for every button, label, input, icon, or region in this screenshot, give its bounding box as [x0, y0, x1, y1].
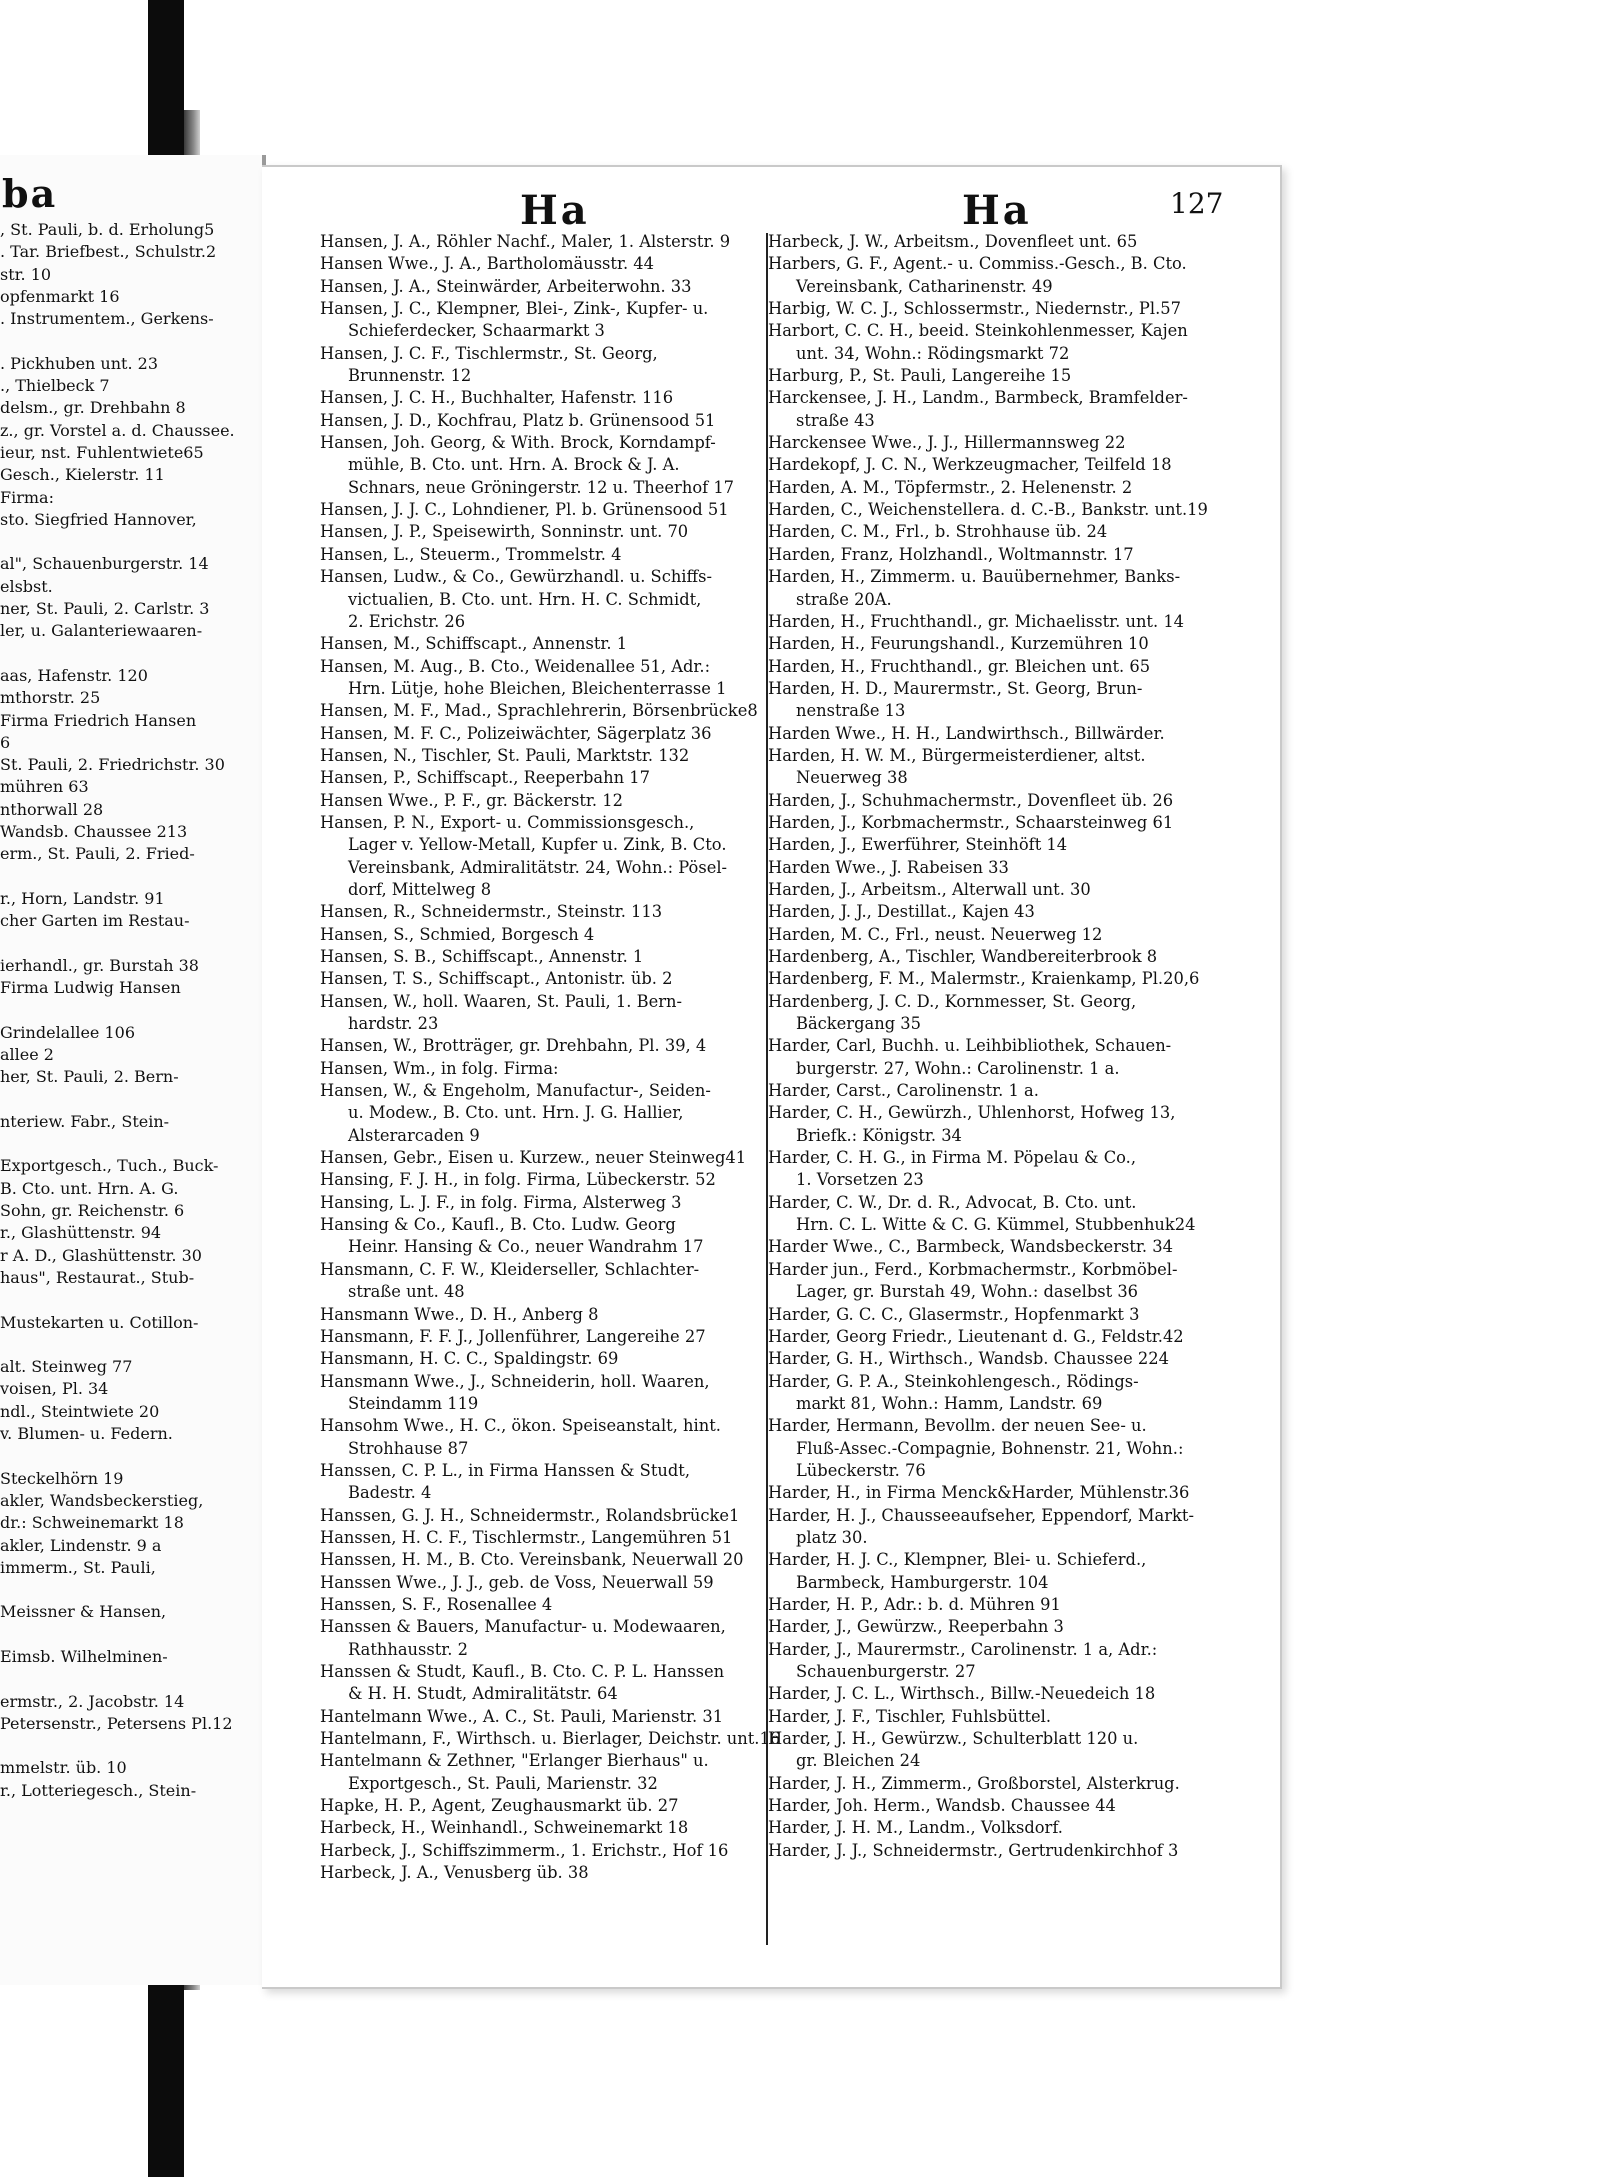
directory-entry: hardstr. 23 [348, 1014, 439, 1034]
directory-entry: Hansen, Wm., in folg. Firma: [320, 1058, 559, 1078]
page-number: 127 [1170, 187, 1224, 220]
left-page-line [0, 866, 258, 888]
directory-entry: Hansen, M. Aug., B. Cto., Weidenallee 51, Adr.: [320, 656, 711, 676]
directory-entry: Bäckergang 35 [796, 1014, 922, 1034]
directory-entry: markt 81, Wohn.: Hamm, Landstr. 69 [796, 1393, 1103, 1413]
left-page-line: ler, u. Galanteriewaaren- [0, 621, 203, 641]
left-page-line: aas, Hafenstr. 120 [0, 665, 148, 685]
directory-entry: Hardenberg, J. C. D., Kornmesser, St. Georg, [768, 991, 1137, 1011]
left-page-line: Firma Friedrich Hansen [0, 710, 197, 730]
directory-entry: Hansing, F. J. H., in folg. Firma, Lübeckerstr. 52 [320, 1170, 716, 1190]
directory-entry: Hansen, L., Steuerm., Trommelstr. 4 [320, 544, 622, 564]
left-page-line: Wandsb. Chaussee 213 [0, 822, 188, 842]
directory-entry: Harden, Franz, Holzhandl., Woltmannstr. 17 [768, 544, 1134, 564]
left-page-line: Grindelallee 106 [0, 1022, 136, 1042]
directory-entry: Heinr. Hansing & Co., neuer Wandrahm 17 [348, 1237, 704, 1257]
column-header-left: Ha [520, 187, 590, 234]
left-page-line: Petersenstr., Petersens Pl.12 [0, 1713, 233, 1733]
directory-entry: Hansen, J. C. F., Tischlermstr., St. Georg, [320, 343, 658, 363]
directory-entry: Harden, H., Feurungshandl., Kurzemühren 10 [768, 634, 1149, 654]
directory-entry: Harden Wwe., J. Rabeisen 33 [768, 857, 1009, 877]
directory-entry: Hapke, H. P., Agent, Zeughausmarkt üb. 27 [320, 1796, 679, 1816]
directory-entry: Harder, C. H., Gewürzh., Uhlenhorst, Hofweg 13, [768, 1103, 1176, 1123]
directory-entry: Hanssen, H. M., B. Cto. Vereinsbank, Neuerwall 20 [320, 1550, 744, 1570]
left-page-line: delsm., gr. Drehbahn 8 [0, 398, 186, 418]
left-page-line: akler, Wandsbeckerstieg, [0, 1490, 204, 1510]
left-page-line: 6 [0, 732, 11, 752]
directory-entry: Harden, J., Ewerführer, Steinhöft 14 [768, 835, 1068, 855]
directory-entry: Harder jun., Ferd., Korbmachermstr., Korbmöbel- [768, 1259, 1178, 1279]
directory-entry: Harden, J. J., Destillat., Kajen 43 [768, 902, 1035, 922]
directory-entry: Barmbeck, Hamburgerstr. 104 [796, 1572, 1049, 1592]
directory-entry: Steindamm 119 [348, 1393, 479, 1413]
directory-entry: Briefk.: Königstr. 34 [796, 1125, 962, 1145]
directory-entry: Hansen Wwe., P. F., gr. Bäckerstr. 12 [320, 790, 623, 810]
directory-entry: Harder, J. H. M., Landm., Volksdorf. [768, 1818, 1063, 1838]
directory-entry: Harder, C. H. G., in Firma M. Pöpelau & Co., [768, 1148, 1137, 1168]
directory-entry: Harder Wwe., C., Barmbeck, Wandsbeckerstr. 34 [768, 1237, 1173, 1257]
left-page-line [0, 1668, 258, 1690]
directory-entry: Hantelmann, F., Wirthsch. u. Bierlager, Deichstr. unt.16 [320, 1729, 781, 1749]
directory-entry: Hansmann Wwe., D. H., Anberg 8 [320, 1304, 599, 1324]
directory-entry: Harden, C., Weichenstellera. d. C.-B., Bankstr. unt.19 [768, 500, 1208, 520]
directory-entry: Harbeck, J. W., Arbeitsm., Dovenfleet unt. 65 [768, 232, 1138, 251]
directory-entry: Harder, J. J., Schneidermstr., Gertrudenkirchhof 3 [768, 1840, 1179, 1860]
left-page-line: mthorstr. 25 [0, 688, 101, 708]
left-page-line: St. Pauli, 2. Friedrichstr. 30 [0, 755, 225, 775]
left-page-line: ermstr., 2. Jacobstr. 14 [0, 1691, 185, 1711]
left-page-line: allee 2 [0, 1044, 54, 1064]
directory-entry: 1. Vorsetzen 23 [796, 1170, 924, 1190]
left-page-line [0, 1579, 258, 1601]
left-page-line: nteriew. Fabr., Stein- [0, 1111, 170, 1131]
directory-entry: Harden, A. M., Töpfermstr., 2. Helenenstr. 2 [768, 477, 1133, 497]
directory-entry: Harder, H. J., Chausseeaufseher, Eppendorf, Markt- [768, 1505, 1194, 1525]
directory-entry: platz 30. [796, 1527, 868, 1547]
left-page-line: r., Horn, Landstr. 91 [0, 888, 165, 908]
directory-entry: Harbers, G. F., Agent.- u. Commiss.-Gesch., B. Cto. [768, 254, 1187, 274]
directory-entry: Vereinsbank, Admiralitätstr. 24, Wohn.: Pösel- [348, 857, 728, 877]
directory-entry: Harder, C. W., Dr. d. R., Advocat, B. Cto. unt. [768, 1192, 1137, 1212]
directory-entry: Harbort, C. C. H., beeid. Steinkohlenmesser, Kajen [768, 321, 1188, 341]
directory-entry: Harden, J., Arbeitsm., Alterwall unt. 30 [768, 879, 1091, 899]
directory-entry: Harder, H. P., Adr.: b. d. Mühren 91 [768, 1594, 1061, 1614]
directory-entry: Hrn. Lütje, hohe Bleichen, Bleichenterrasse 1 [348, 678, 727, 698]
left-page-line [0, 1735, 258, 1757]
left-page-line: immerm., St. Pauli, [0, 1557, 156, 1577]
directory-entry: dorf, Mittelweg 8 [348, 879, 492, 899]
directory-entry: Hansmann, H. C. C., Spaldingstr. 69 [320, 1349, 619, 1369]
left-page-line [0, 999, 258, 1021]
left-page-line: ., Thielbeck 7 [0, 376, 110, 396]
directory-entry: Harden, J., Korbmachermstr., Schaarsteinweg 61 [768, 812, 1174, 832]
directory-entry: & H. H. Studt, Admiralitätstr. 64 [348, 1684, 618, 1704]
directory-entry: Harden, M. C., Frl., neust. Neuerweg 12 [768, 924, 1103, 944]
directory-entry: Harder, Joh. Herm., Wandsb. Chaussee 44 [768, 1796, 1116, 1816]
left-page-line: al", Schauenburgerstr. 14 [0, 554, 209, 574]
left-page-line: , St. Pauli, b. d. Erholung5 [0, 220, 215, 239]
left-page-line: r., Glashüttenstr. 94 [0, 1223, 162, 1243]
left-page-line: her, St. Pauli, 2. Bern- [0, 1067, 179, 1087]
directory-entry: straße 43 [796, 410, 875, 430]
directory-entry: Harder, G. P. A., Steinkohlengesch., Rödings- [768, 1371, 1139, 1391]
directory-entry: straße 20A. [796, 589, 892, 609]
left-page-line [0, 1289, 258, 1311]
directory-entry: Hrn. C. L. Witte & C. G. Kümmel, Stubbenhuk24 [796, 1215, 1196, 1235]
directory-entry: Harder, Carst., Carolinenstr. 1 a. [768, 1081, 1039, 1101]
directory-entry: Lübeckerstr. 76 [796, 1460, 926, 1480]
directory-entry: Hardenberg, F. M., Malermstr., Kraienkamp, Pl.20,6 [768, 969, 1200, 989]
directory-entry: Harbeck, J., Schiffszimmerm., 1. Erichstr., Hof 16 [320, 1840, 729, 1860]
left-page-line: akler, Lindenstr. 9 a [0, 1535, 162, 1555]
directory-entry: Harder, H. J. C., Klempner, Blei- u. Schieferd., [768, 1550, 1147, 1570]
directory-entry: Harden, C. M., Frl., b. Strohhause üb. 24 [768, 522, 1108, 542]
directory-entry: Hansen, J. C. H., Buchhalter, Hafenstr. 116 [320, 388, 674, 408]
left-page-line [0, 1445, 258, 1467]
directory-entry: Hardenberg, A., Tischler, Wandbereiterbrook 8 [768, 947, 1158, 966]
left-page-line: ierhandl., gr. Burstah 38 [0, 955, 199, 975]
left-page-line: ndl., Steintwiete 20 [0, 1401, 160, 1421]
left-page-line [0, 531, 258, 553]
directory-entry: Harder, J. F., Tischler, Fuhlsbüttel. [768, 1706, 1052, 1726]
directory-entry: Hansen, J. C., Klempner, Blei-, Zink-, Kupfer- u. [320, 299, 709, 319]
directory-entry: Hansing & Co., Kaufl., B. Cto. Ludw. Georg [320, 1215, 676, 1235]
directory-entry: Hansohm Wwe., H. C., ökon. Speiseanstalt, hint. [320, 1416, 721, 1436]
directory-entry: Harder, G. C. C., Glasermstr., Hopfenmarkt 3 [768, 1304, 1140, 1324]
left-page-line: nthorwall 28 [0, 799, 104, 819]
left-page-line: cher Garten im Restau- [0, 911, 190, 931]
directory-entry: Schnars, neue Gröningerstr. 12 u. Theerhof 17 [348, 477, 735, 497]
directory-entry: Hansmann, F. F. J., Jollenführer, Langereihe 27 [320, 1326, 706, 1346]
directory-entry: Harden Wwe., H. H., Landwirthsch., Billwärder. [768, 723, 1165, 743]
directory-entry: Harder, J., Maurermstr., Carolinenstr. 1 a, Adr.: [768, 1639, 1158, 1659]
left-page-line: dr.: Schweinemarkt 18 [0, 1513, 184, 1533]
left-page-line: r A. D., Glashüttenstr. 30 [0, 1245, 202, 1265]
left-page-line: Meissner & Hansen, [0, 1602, 167, 1622]
directory-entry: Harder, J., Gewürzw., Reeperbahn 3 [768, 1617, 1064, 1637]
directory-entry: u. Modew., B. Cto. unt. Hrn. J. G. Hallier, [348, 1103, 684, 1123]
directory-entry: Rathhausstr. 2 [348, 1639, 469, 1659]
directory-entry: Brunnenstr. 12 [348, 366, 472, 386]
directory-column-1 [320, 231, 790, 1884]
directory-entry: Alsterarcaden 9 [348, 1125, 480, 1145]
left-page-line: Steckelhörn 19 [0, 1468, 124, 1488]
directory-entry: Hansen Wwe., J. A., Bartholomäusstr. 44 [320, 254, 655, 274]
directory-entry: Hansen, J. A., Steinwärder, Arbeiterwohn. 33 [320, 276, 692, 296]
directory-entry: Hansmann, C. F. W., Kleiderseller, Schlachter- [320, 1259, 700, 1279]
left-page-line: v. Blumen- u. Federn. [0, 1424, 173, 1444]
directory-entry: nenstraße 13 [796, 701, 906, 721]
left-page-line: sto. Siegfried Hannover, [0, 509, 197, 529]
directory-entry: unt. 34, Wohn.: Rödingsmarkt 72 [796, 343, 1070, 363]
left-page-line [0, 1624, 258, 1646]
directory-entry: Vereinsbank, Catharinenstr. 49 [796, 276, 1053, 296]
directory-entry: Harder, Carl, Buchh. u. Leihbibliothek, Schauen- [768, 1036, 1172, 1056]
directory-entry: Harden, J., Schuhmachermstr., Dovenfleet üb. 26 [768, 790, 1174, 810]
left-page-line: ieur, nst. Fuhlentwiete65 [0, 442, 204, 462]
left-page-line: . Tar. Briefbest., Schulstr.2 [0, 242, 217, 262]
directory-entry: Badestr. 4 [348, 1483, 432, 1503]
directory-entry: Hansing, L. J. F., in folg. Firma, Alsterweg 3 [320, 1192, 682, 1212]
directory-page [262, 165, 1282, 1989]
directory-column-2 [768, 231, 1250, 1862]
directory-entry: Schauenburgerstr. 27 [796, 1662, 976, 1681]
left-page-line [0, 1089, 258, 1111]
directory-entry: Harckensee, J. H., Landm., Barmbeck, Bramfelder- [768, 388, 1188, 408]
left-page-line: mmelstr. üb. 10 [0, 1758, 127, 1778]
directory-entry: Harder, J. H., Zimmerm., Großborstel, Alsterkrug. [768, 1773, 1180, 1793]
directory-entry: 2. Erichstr. 26 [348, 611, 466, 631]
left-page-line: Mustekarten u. Cotillon- [0, 1312, 199, 1332]
directory-entry: Harbeck, J. A., Venusberg üb. 38 [320, 1863, 589, 1883]
directory-entry: Harder, H., in Firma Menck&Harder, Mühlenstr.36 [768, 1483, 1190, 1503]
left-page-column [0, 219, 258, 1802]
directory-entry: Hansen, M. F., Mad., Sprachlehrerin, Börsenbrücke8 [320, 701, 758, 721]
directory-entry: Hansen, M. F. C., Polizeiwächter, Sägerplatz 36 [320, 723, 712, 743]
directory-entry: Hansen, J. J. C., Lohndiener, Pl. b. Grünensood 51 [320, 500, 729, 520]
left-page-line: Firma Ludwig Hansen [0, 978, 181, 998]
directory-entry: Schieferdecker, Schaarmarkt 3 [348, 321, 605, 341]
directory-entry: Harder, J. C. L., Wirthsch., Billw.-Neuedeich 18 [768, 1684, 1156, 1704]
left-page-line: voisen, Pl. 34 [0, 1379, 109, 1399]
directory-entry: Lager, gr. Burstah 49, Wohn.: daselbst 36 [796, 1282, 1139, 1302]
left-page-line: Eimsb. Wilhelminen- [0, 1647, 168, 1666]
directory-entry: Hansen, S., Schmied, Borgesch 4 [320, 924, 595, 944]
directory-entry: Harder, Hermann, Bevollm. der neuen See- u. [768, 1416, 1147, 1436]
directory-entry: Harden, H., Fruchthandl., gr. Michaelisstr. unt. 14 [768, 611, 1185, 631]
left-page-line: elsbst. [0, 576, 53, 596]
directory-entry: Hanssen & Bauers, Manufactur- u. Modewaaren, [320, 1617, 726, 1637]
directory-entry: Hanssen, C. P. L., in Firma Hanssen & Studt, [320, 1460, 691, 1480]
directory-entry: Harder, Georg Friedr., Lieutenant d. G., Feldstr.42 [768, 1326, 1184, 1346]
left-page-line [0, 1334, 258, 1356]
left-page-line [0, 643, 258, 665]
left-page-line: z., gr. Vorstel a. d. Chaussee. [0, 420, 235, 440]
left-page-header: ba [2, 171, 58, 216]
directory-entry: victualien, B. Cto. unt. Hrn. H. C. Schmidt, [348, 589, 702, 609]
directory-entry: gr. Bleichen 24 [796, 1751, 921, 1771]
directory-entry: Harden, H., Zimmerm. u. Bauübernehmer, Banks- [768, 567, 1181, 587]
directory-entry: Lager v. Yellow-Metall, Kupfer u. Zink, B. Cto. [348, 835, 727, 855]
directory-entry: Hansen, S. B., Schiffscapt., Annenstr. 1 [320, 947, 644, 966]
directory-entry: Hansen, M., Schiffscapt., Annenstr. 1 [320, 634, 628, 654]
directory-entry: Hansen, Joh. Georg, & With. Brock, Korndampf- [320, 433, 716, 453]
directory-entry: Hansen, P., Schiffscapt., Reeperbahn 17 [320, 768, 650, 788]
left-page-line: haus", Restaurat., Stub- [0, 1267, 195, 1287]
left-page-line: ner, St. Pauli, 2. Carlstr. 3 [0, 599, 210, 619]
directory-entry: Hanssen, G. J. H., Schneidermstr., Rolandsbrücke1 [320, 1505, 740, 1525]
left-page-line: Gesch., Kielerstr. 11 [0, 465, 165, 485]
directory-entry: Harbeck, H., Weinhandl., Schweinemarkt 18 [320, 1818, 689, 1838]
left-page-line [0, 933, 258, 955]
directory-entry: Hansen, Gebr., Eisen u. Kurzew., neuer Steinweg41 [320, 1148, 747, 1168]
directory-entry: Harbig, W. C. J., Schlossermstr., Niedernstr., Pl.57 [768, 299, 1181, 319]
left-page-line: Sohn, gr. Reichenstr. 6 [0, 1201, 185, 1221]
directory-entry: Strohhause 87 [348, 1438, 469, 1458]
directory-entry: Hansen, W., & Engeholm, Manufactur-, Seiden- [320, 1081, 711, 1101]
directory-entry: Hansen, W., Brotträger, gr. Drehbahn, Pl. 39, 4 [320, 1036, 707, 1056]
left-page-line: Exportgesch., Tuch., Buck- [0, 1156, 219, 1176]
directory-entry: Harden, H. W. M., Bürgermeisterdiener, altst. [768, 745, 1146, 765]
directory-entry: Harder, G. H., Wirthsch., Wandsb. Chaussee 224 [768, 1349, 1169, 1369]
directory-entry: Harburg, P., St. Pauli, Langereihe 15 [768, 366, 1072, 386]
directory-entry: Hanssen, S. F., Rosenallee 4 [320, 1594, 553, 1614]
left-page-line: r., Lotteriegesch., Stein- [0, 1780, 197, 1800]
directory-entry: Harden, H., Fruchthandl., gr. Bleichen unt. 65 [768, 656, 1151, 676]
directory-entry: Hantelmann & Zethner, "Erlanger Bierhaus" u. [320, 1751, 709, 1771]
left-page-line: opfenmarkt 16 [0, 286, 120, 306]
left-page-line: . Pickhuben unt. 23 [0, 353, 158, 373]
directory-entry: Hansen, Ludw., & Co., Gewürzhandl. u. Schiffs- [320, 567, 712, 587]
directory-entry: Fluß-Assec.-Compagnie, Bohnenstr. 21, Wohn.: [796, 1438, 1184, 1458]
directory-entry: Hansen, J. D., Kochfrau, Platz b. Grünensood 51 [320, 410, 716, 430]
directory-entry: Neuerweg 38 [796, 768, 908, 788]
left-page-line: erm., St. Pauli, 2. Fried- [0, 844, 195, 864]
left-page-line: . Instrumentem., Gerkens- [0, 309, 214, 329]
left-page-line: B. Cto. unt. Hrn. A. G. [0, 1178, 179, 1198]
directory-entry: Harder, J. H., Gewürzw., Schulterblatt 120 u. [768, 1729, 1139, 1749]
directory-entry: Hansen, N., Tischler, St. Pauli, Marktstr. 132 [320, 745, 690, 765]
column-header-right: Ha [962, 187, 1032, 234]
directory-entry: Hanssen Wwe., J. J., geb. de Voss, Neuerwall 59 [320, 1572, 714, 1592]
directory-entry: straße unt. 48 [348, 1282, 465, 1302]
directory-entry: Hansen, P. N., Export- u. Commissionsgesch., [320, 812, 695, 832]
left-page-line [0, 330, 258, 352]
directory-entry: Hantelmann Wwe., A. C., St. Pauli, Marienstr. 31 [320, 1706, 724, 1726]
directory-entry: Exportgesch., St. Pauli, Marienstr. 32 [348, 1773, 658, 1793]
left-page-line: alt. Steinweg 77 [0, 1357, 133, 1377]
directory-entry: Hansen, T. S., Schiffscapt., Antonistr. üb. 2 [320, 969, 673, 989]
directory-entry: Hanssen, H. C. F., Tischlermstr., Langemühren 51 [320, 1527, 733, 1547]
left-page-line: Firma: [0, 487, 54, 507]
left-page-line [0, 1133, 258, 1155]
directory-entry: Hansen, J. P., Speisewirth, Sonninstr. unt. 70 [320, 522, 689, 542]
left-facing-page [0, 155, 266, 1985]
directory-entry: Hansen, R., Schneidermstr., Steinstr. 113 [320, 902, 663, 922]
directory-entry: mühle, B. Cto. unt. Hrn. A. Brock & J. A. [348, 455, 680, 475]
directory-entry: Hardekopf, J. C. N., Werkzeugmacher, Teilfeld 18 [768, 455, 1172, 475]
directory-entry: Hansmann Wwe., J., Schneiderin, holl. Waaren, [320, 1371, 710, 1391]
left-page-line: mühren 63 [0, 777, 89, 797]
directory-entry: Hansen, J. A., Röhler Nachf., Maler, 1. Alsterstr. 9 [320, 232, 731, 251]
directory-entry: Harckensee Wwe., J. J., Hillermannsweg 22 [768, 433, 1126, 453]
directory-entry: Hanssen & Studt, Kaufl., B. Cto. C. P. L. Hanssen [320, 1662, 725, 1681]
directory-entry: Harden, H. D., Maurermstr., St. Georg, Brun- [768, 678, 1143, 698]
directory-entry: burgerstr. 27, Wohn.: Carolinenstr. 1 a. [796, 1058, 1120, 1078]
left-page-line: str. 10 [0, 264, 52, 284]
directory-entry: Hansen, W., holl. Waaren, St. Pauli, 1. Bern- [320, 991, 682, 1011]
